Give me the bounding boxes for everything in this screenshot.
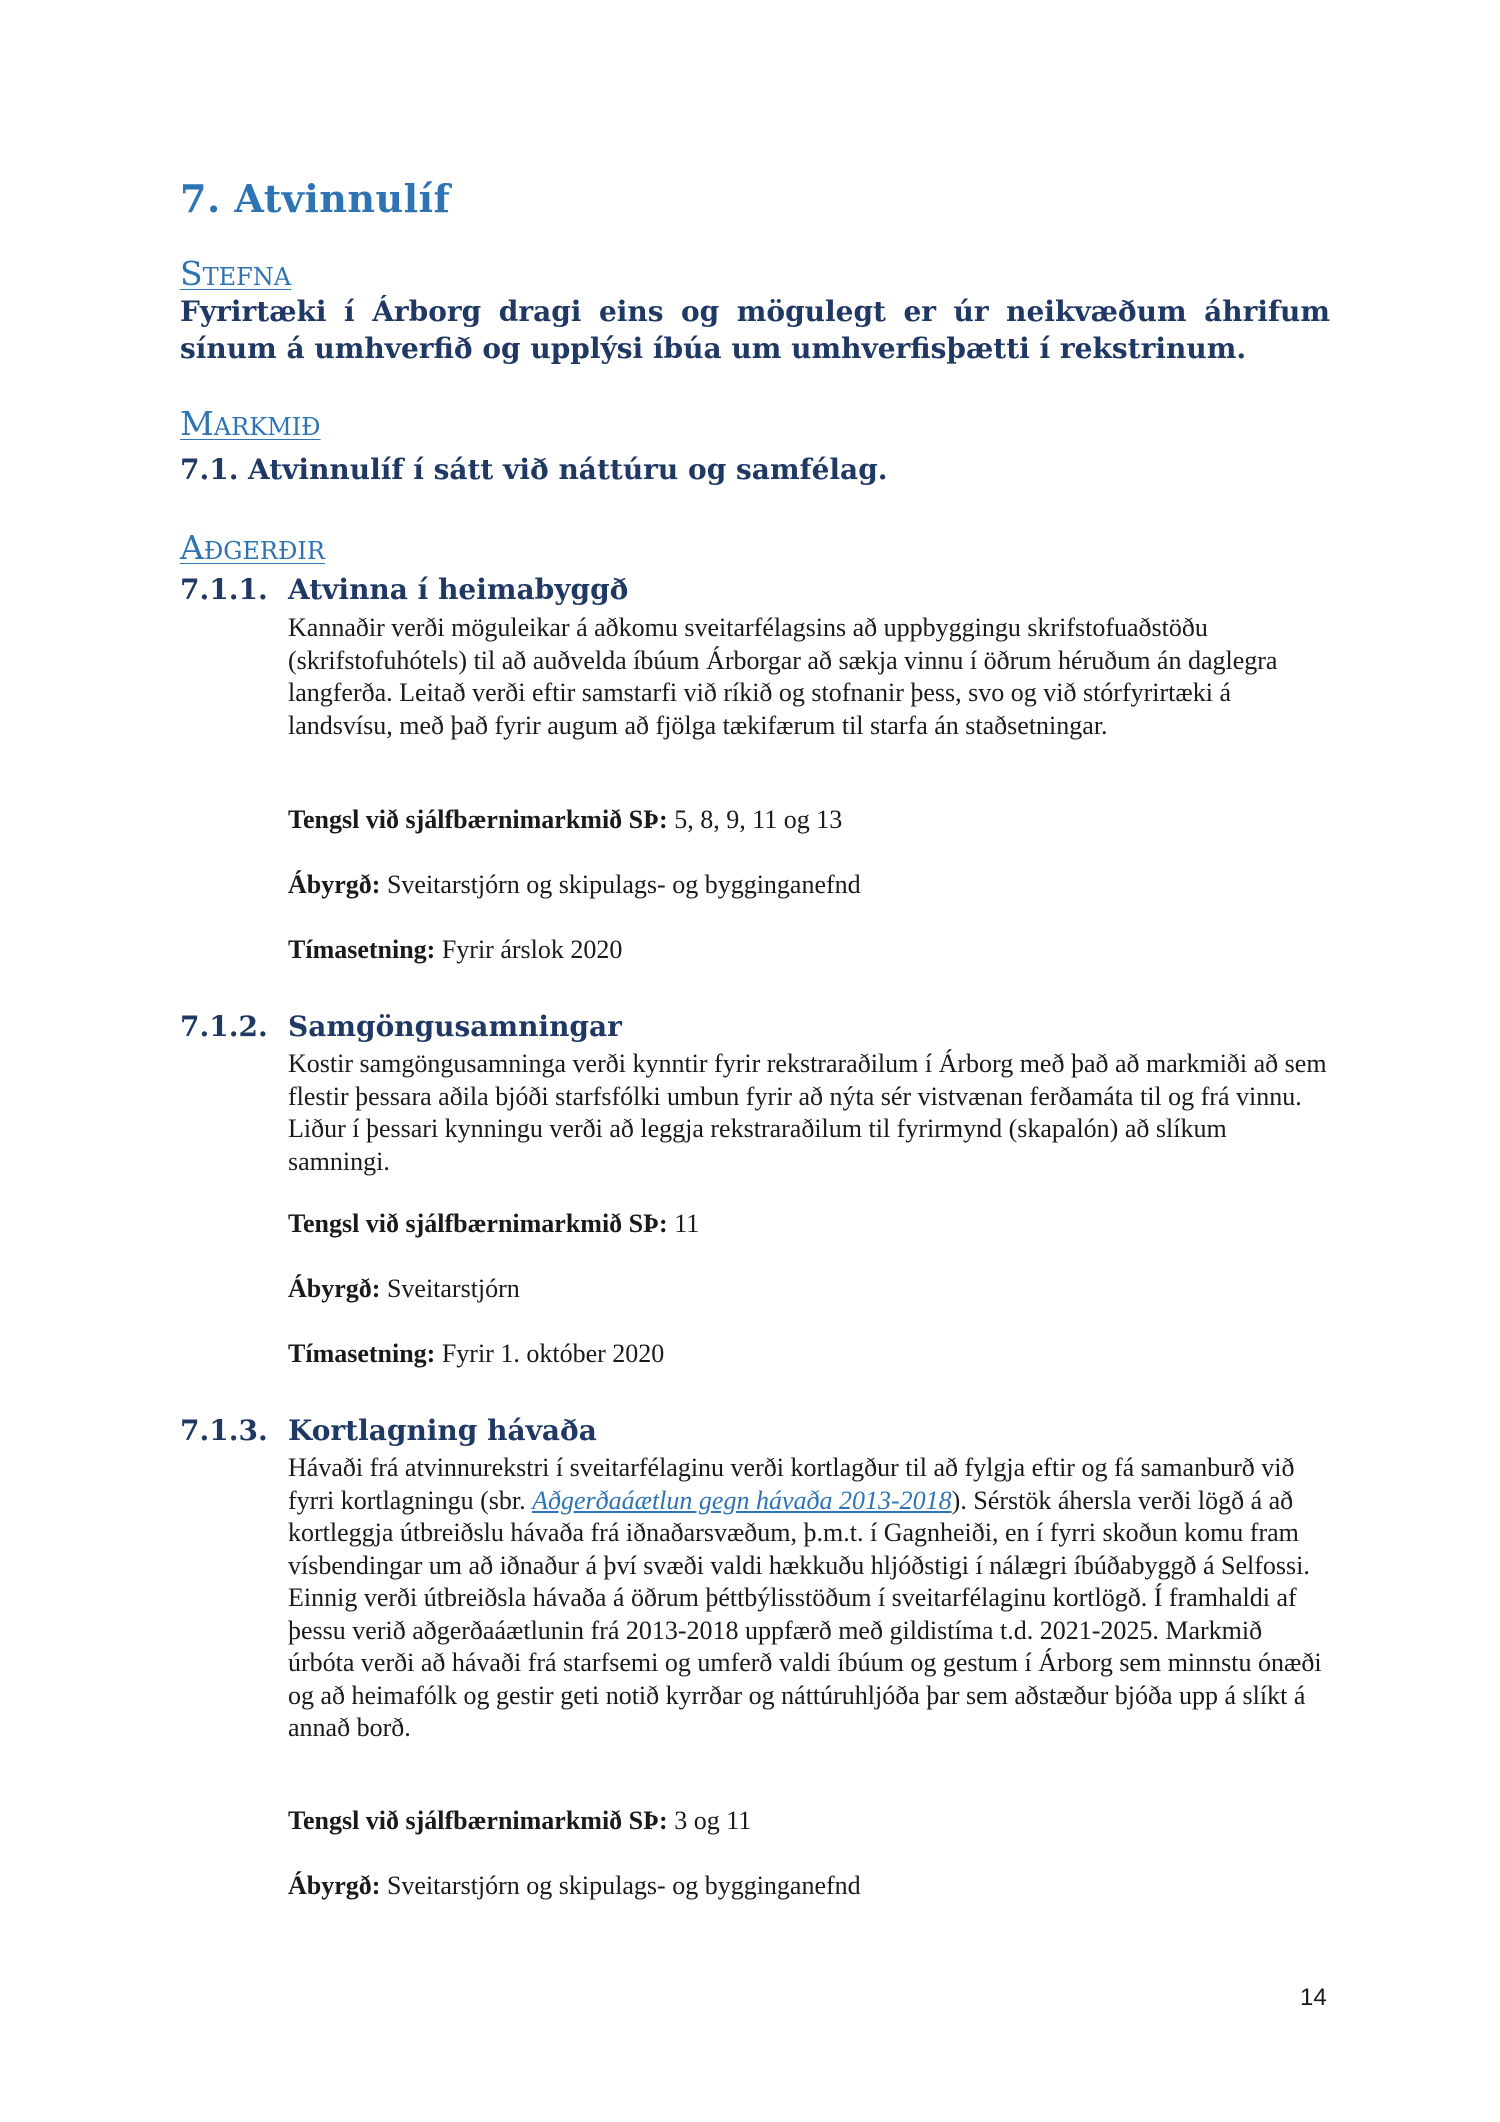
chapter-title: 7. Atvinnulíf bbox=[180, 176, 451, 221]
responsibility-line bbox=[288, 870, 861, 900]
sdg-label: Tengsl við sjálfbærnimarkmið SÞ: bbox=[288, 1209, 668, 1238]
timing-label: Tímasetning: bbox=[288, 1339, 436, 1368]
goal-number: 7.1. bbox=[180, 453, 239, 486]
action-title: Atvinna í heimabyggð bbox=[288, 573, 629, 606]
policy-heading-initial: S bbox=[180, 254, 203, 293]
sdg-line bbox=[288, 805, 842, 835]
noise-action-plan-link[interactable]: Aðgerðaáætlun gegn hávaða 2013-2018 bbox=[532, 1485, 952, 1515]
sdg-value: 11 bbox=[674, 1209, 700, 1238]
actions-heading-initial: A bbox=[180, 528, 204, 567]
sdg-line bbox=[288, 1209, 699, 1239]
goal-text: Atvinnulíf í sátt við náttúru og samfélag. bbox=[248, 453, 888, 486]
action-body bbox=[288, 1452, 1333, 1745]
sdg-label: Tengsl við sjálfbærnimarkmið SÞ: bbox=[288, 1806, 668, 1835]
action-title: Kortlagning hávaða bbox=[288, 1414, 597, 1447]
action-number: 7.1.1. bbox=[180, 573, 268, 606]
sdg-value: 3 og 11 bbox=[674, 1806, 752, 1835]
timing-label: Tímasetning: bbox=[288, 935, 436, 964]
responsibility-label: Ábyrgð: bbox=[288, 1274, 381, 1303]
action-body: Kostir samgöngusamninga verði kynntir fyrir rekstraraðilum í Árborg með það að markmiði að sem flestir þessara aðila bjóði starfsfólki umbun fyrir að nýta sér vistvænan ferðamáta til og frá vinnu. Liður í þessari kynningu verði að leggja rekstraraðilum til fyrirmynd (skapalón) að slíkum samningi. bbox=[288, 1049, 1327, 1176]
responsibility-value: Sveitarstjórn og skipulags- og bygginganefnd bbox=[386, 870, 861, 899]
timing-value: Fyrir 1. október 2020 bbox=[441, 1339, 665, 1368]
sdg-label: Tengsl við sjálfbærnimarkmið SÞ: bbox=[288, 805, 668, 834]
policy-heading-rest: TEFNA bbox=[202, 263, 292, 291]
action-body: Kannaðir verði möguleikar á aðkomu sveitarfélagsins að uppbyggingu skrifstofuaðstöðu (skrifstofuhótels) til að auðvelda íbúum Árborgar að sækja vinnu í öðrum héruðum án daglegra langferða. Leitað verði eftir samstarfi við ríkið og stofnanir þess, svo og við stórfyrirtæki á landsvísu, með það fyrir augum að fjölga tækifærum til starfa án staðsetningar. bbox=[288, 613, 1278, 740]
sdg-value: 5, 8, 9, 11 og 13 bbox=[674, 805, 843, 834]
responsibility-value: Sveitarstjórn bbox=[386, 1274, 520, 1303]
action-number: 7.1.3. bbox=[180, 1414, 268, 1447]
policy-text: Fyrirtæki í Árborg dragi eins og mögulegt er úr neikvæðum áhrifum sínum á umhverfið og upplýsi íbúa um umhverfisþætti í rekstrinum. bbox=[180, 295, 1330, 365]
action-body-rest: ). Sérstök áhersla verði lögð á að kortleggja útbreiðslu hávaða frá iðnaðarsvæðum, þ.m.t. í Gagnheiði, en í fyrri skoðun komu fram vísbendingar um að iðnaður á því svæði valdi hækkuðu hljóðstigi í nálægri íbúðabyggð á Selfossi. Einnig verði útbreiðsla hávaða á öðrum þéttbýlisstöðum í sveitarfélaginu kortlögð. Í framhaldi af þessu verið aðgerðaáætlunin frá 2013-2018 uppfærð með gildistíma t.d. 2021-2025. Markmið úrbóta verði að hávaði frá starfsemi og umferð valdi íbúum og gestum í Árborg sem minnstu ónæði og að heimafólk og gestir geti notið kyrrðar og náttúruhljóða þar sem aðstæður bjóða upp á slíkt á annað borð. bbox=[288, 1485, 1322, 1742]
responsibility-line bbox=[288, 1871, 861, 1901]
goals-heading bbox=[180, 404, 321, 443]
timing-line bbox=[288, 1339, 664, 1369]
sdg-line bbox=[288, 1806, 751, 1836]
responsibility-label: Ábyrgð: bbox=[288, 1871, 381, 1900]
actions-heading bbox=[180, 528, 325, 567]
policy-heading bbox=[180, 254, 291, 293]
goals-heading-rest: ARKMIÐ bbox=[213, 413, 321, 441]
action-number: 7.1.2. bbox=[180, 1010, 268, 1043]
timing-line bbox=[288, 935, 622, 965]
action-title: Samgöngusamningar bbox=[288, 1010, 622, 1043]
goal-item bbox=[180, 453, 888, 486]
actions-heading-rest: ÐGERÐIR bbox=[203, 537, 325, 565]
responsibility-value: Sveitarstjórn og skipulags- og bygginganefnd bbox=[386, 1871, 861, 1900]
action-body-start: Hávaði frá atvinnurekstri í sveitarfélaginu verði kortlagður til að fylgja eftir og fá samanburð við fyrri kortlagningu (sbr. bbox=[288, 1453, 1295, 1515]
responsibility-line bbox=[288, 1274, 520, 1304]
responsibility-label: Ábyrgð: bbox=[288, 870, 381, 899]
goals-heading-initial: M bbox=[180, 404, 214, 443]
timing-value: Fyrir árslok 2020 bbox=[441, 935, 623, 964]
page-number: 14 bbox=[1300, 1984, 1327, 2011]
